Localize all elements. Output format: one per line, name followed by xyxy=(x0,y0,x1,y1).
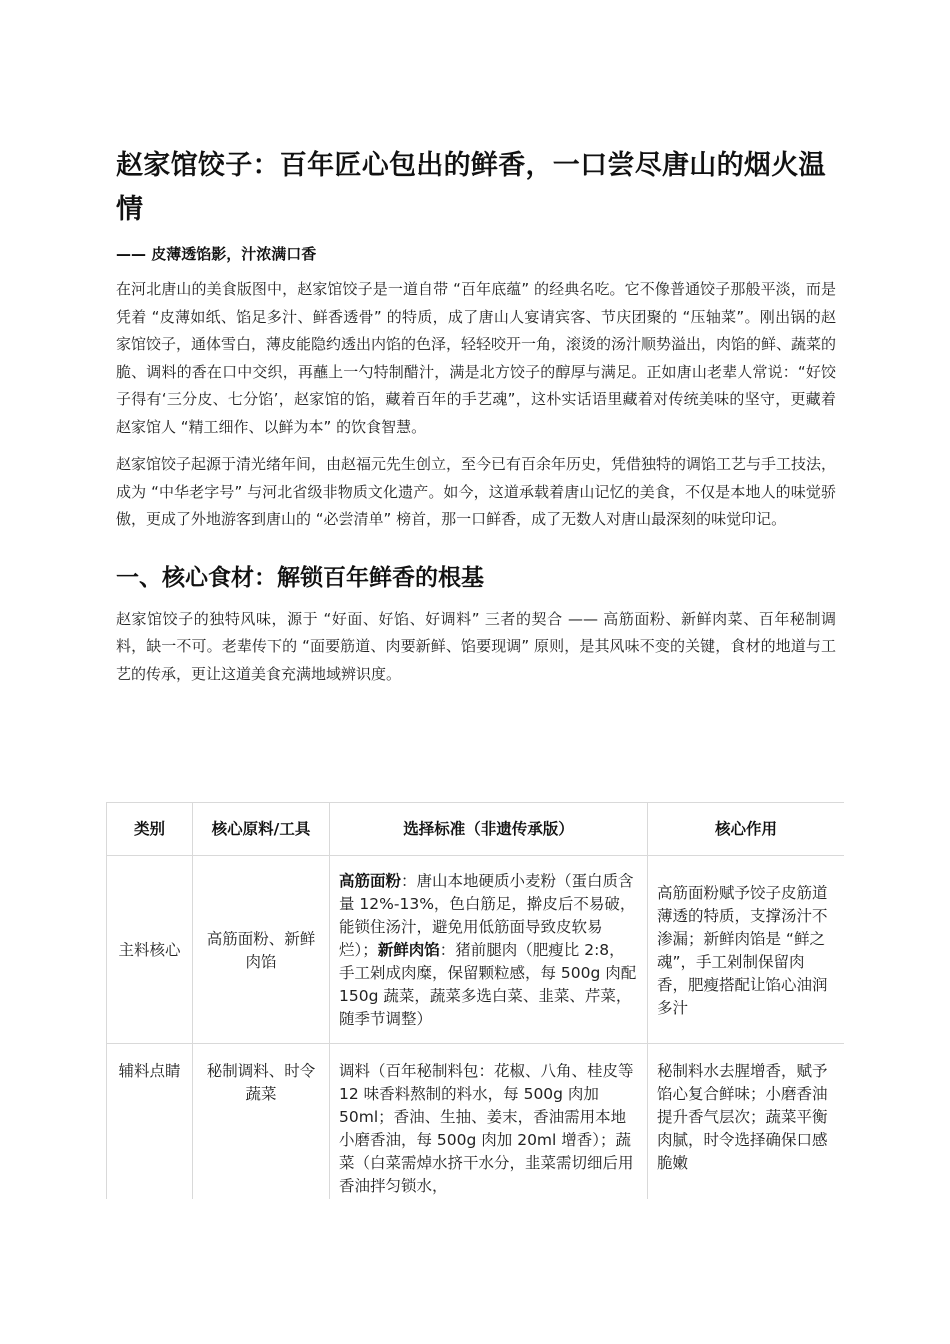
table-cell-materials: 高筋面粉、新鲜肉馅 xyxy=(193,856,330,1044)
standard-highlight-flour: 高筋面粉 xyxy=(339,872,402,890)
table-cell-standard: 调料（百年秘制料包：花椒、八角、桂皮等 12 味香料熬制的料水，每 500g 肉加 50ml；香油、生抽、姜末，香油需用本地小磨香油，每 500g 肉加 20ml 增香）；蔬菜（白菜需焯水挤干水分，韭菜需切细后用香油拌匀锁水， xyxy=(330,1044,648,1200)
table-cell-materials: 秘制调料、时令蔬菜 xyxy=(193,1044,330,1200)
table-cell-effect: 高筋面粉赋予饺子皮筋道薄透的特质，支撑汤汁不渗漏；新鲜肉馅是 “鲜之魂”，手工剁制保留肉香，肥瘦搭配让馅心油润多汁 xyxy=(648,856,845,1044)
table-row xyxy=(107,856,845,1044)
standard-text-flour: ：唐山本地硬质小麦粉（蛋白质含量 12%-13%，色白筋足，擀皮后不易破，能锁住汤汁，避免用低筋面导致皮软易烂）； xyxy=(339,872,636,959)
table-cell-category: 辅料点睛 xyxy=(107,1044,193,1200)
table-header-row xyxy=(107,803,845,856)
table-header-effect: 核心作用 xyxy=(648,803,845,856)
table-cell-category: 主料核心 xyxy=(107,856,193,1044)
table-header-category: 类别 xyxy=(107,803,193,856)
ingredients-table xyxy=(106,802,844,1199)
section-heading: 一、核心食材：解锁百年鲜香的根基 xyxy=(116,564,484,591)
section-paragraph: 赵家馆饺子的独特风味，源于 “好面、好馅、好调料” 三者的契合 —— 高筋面粉、新鲜肉菜、百年秘制调料，缺一不可。老辈传下的 “面要筋道、肉要新鲜、馅要现调” 原则，是其风味不变的关键，食材的地道与工艺的传承，更让这道美食充满地域辨识度。 xyxy=(116,609,836,683)
table-cell-standard xyxy=(330,856,648,1044)
table-header-materials: 核心原料/工具 xyxy=(193,803,330,856)
table-cell-effect: 秘制料水去腥增香，赋予馅心复合鲜味；小磨香油提升香气层次；蔬菜平衡肉腻，时令选择确保口感脆嫩 xyxy=(648,1044,845,1200)
article xyxy=(116,144,836,688)
standard-highlight-meat: 新鲜肉馅 xyxy=(377,941,440,959)
intro-paragraph-2: 赵家馆饺子起源于清光绪年间，由赵福元先生创立，至今已有百余年历史，凭借独特的调馅工艺与手工技法，成为 “中华老字号” 与河北省级非物质文化遗产。如今，这道承载着唐山记忆的美食，不仅是本地人的味觉骄傲，更成了外地游客到唐山的 “必尝清单” 榜首，那一口鲜香，成了无数人对唐山最深刻的味觉印记。 xyxy=(116,455,837,528)
ingredients-table-wrapper xyxy=(106,802,844,1199)
standard-text-meat: ：猪前腿肉（肥瘦比 2:8，手工剁成肉糜，保留颗粒感，每 500g 肉配 150g 蔬菜，蔬菜多选白菜、韭菜、芹菜，随季节调整） xyxy=(339,941,637,1028)
subtitle: —— 皮薄透馅影，汁浓满口香 xyxy=(116,245,317,263)
intro-paragraph-1: 在河北唐山的美食版图中，赵家馆饺子是一道自带 “百年底蕴” 的经典名吃。它不像普通饺子那般平淡，而是凭着 “皮薄如纸、馅足多汁、鲜香透骨” 的特质，成了唐山人宴请宾客、节庆团聚的 “压轴菜”。刚出锅的赵家馆饺子，通体雪白，薄皮能隐约透出内馅的色泽，轻轻咬开一角，滚烫的汤汁顺势溢出，肉馅的鲜、蔬菜的脆、调料的香在口中交织，再蘸上一勺特制醋汁，满是北方饺子的醇厚与满足。正如唐山老辈人常说：“好饺子得有‘三分皮、七分馅’，赵家馆的馅，藏着百年的手艺魂”，这朴实话语里藏着对传统美味的坚守，更藏着赵家馆人 “精工细作、以鲜为本” 的饮食智慧。 xyxy=(116,280,837,436)
table-row xyxy=(107,1044,845,1200)
page-title: 赵家馆饺子：百年匠心包出的鲜香，一口尝尽唐山的烟火温情 xyxy=(116,150,826,225)
table-header-standard: 选择标准（非遗传承版） xyxy=(330,803,648,856)
